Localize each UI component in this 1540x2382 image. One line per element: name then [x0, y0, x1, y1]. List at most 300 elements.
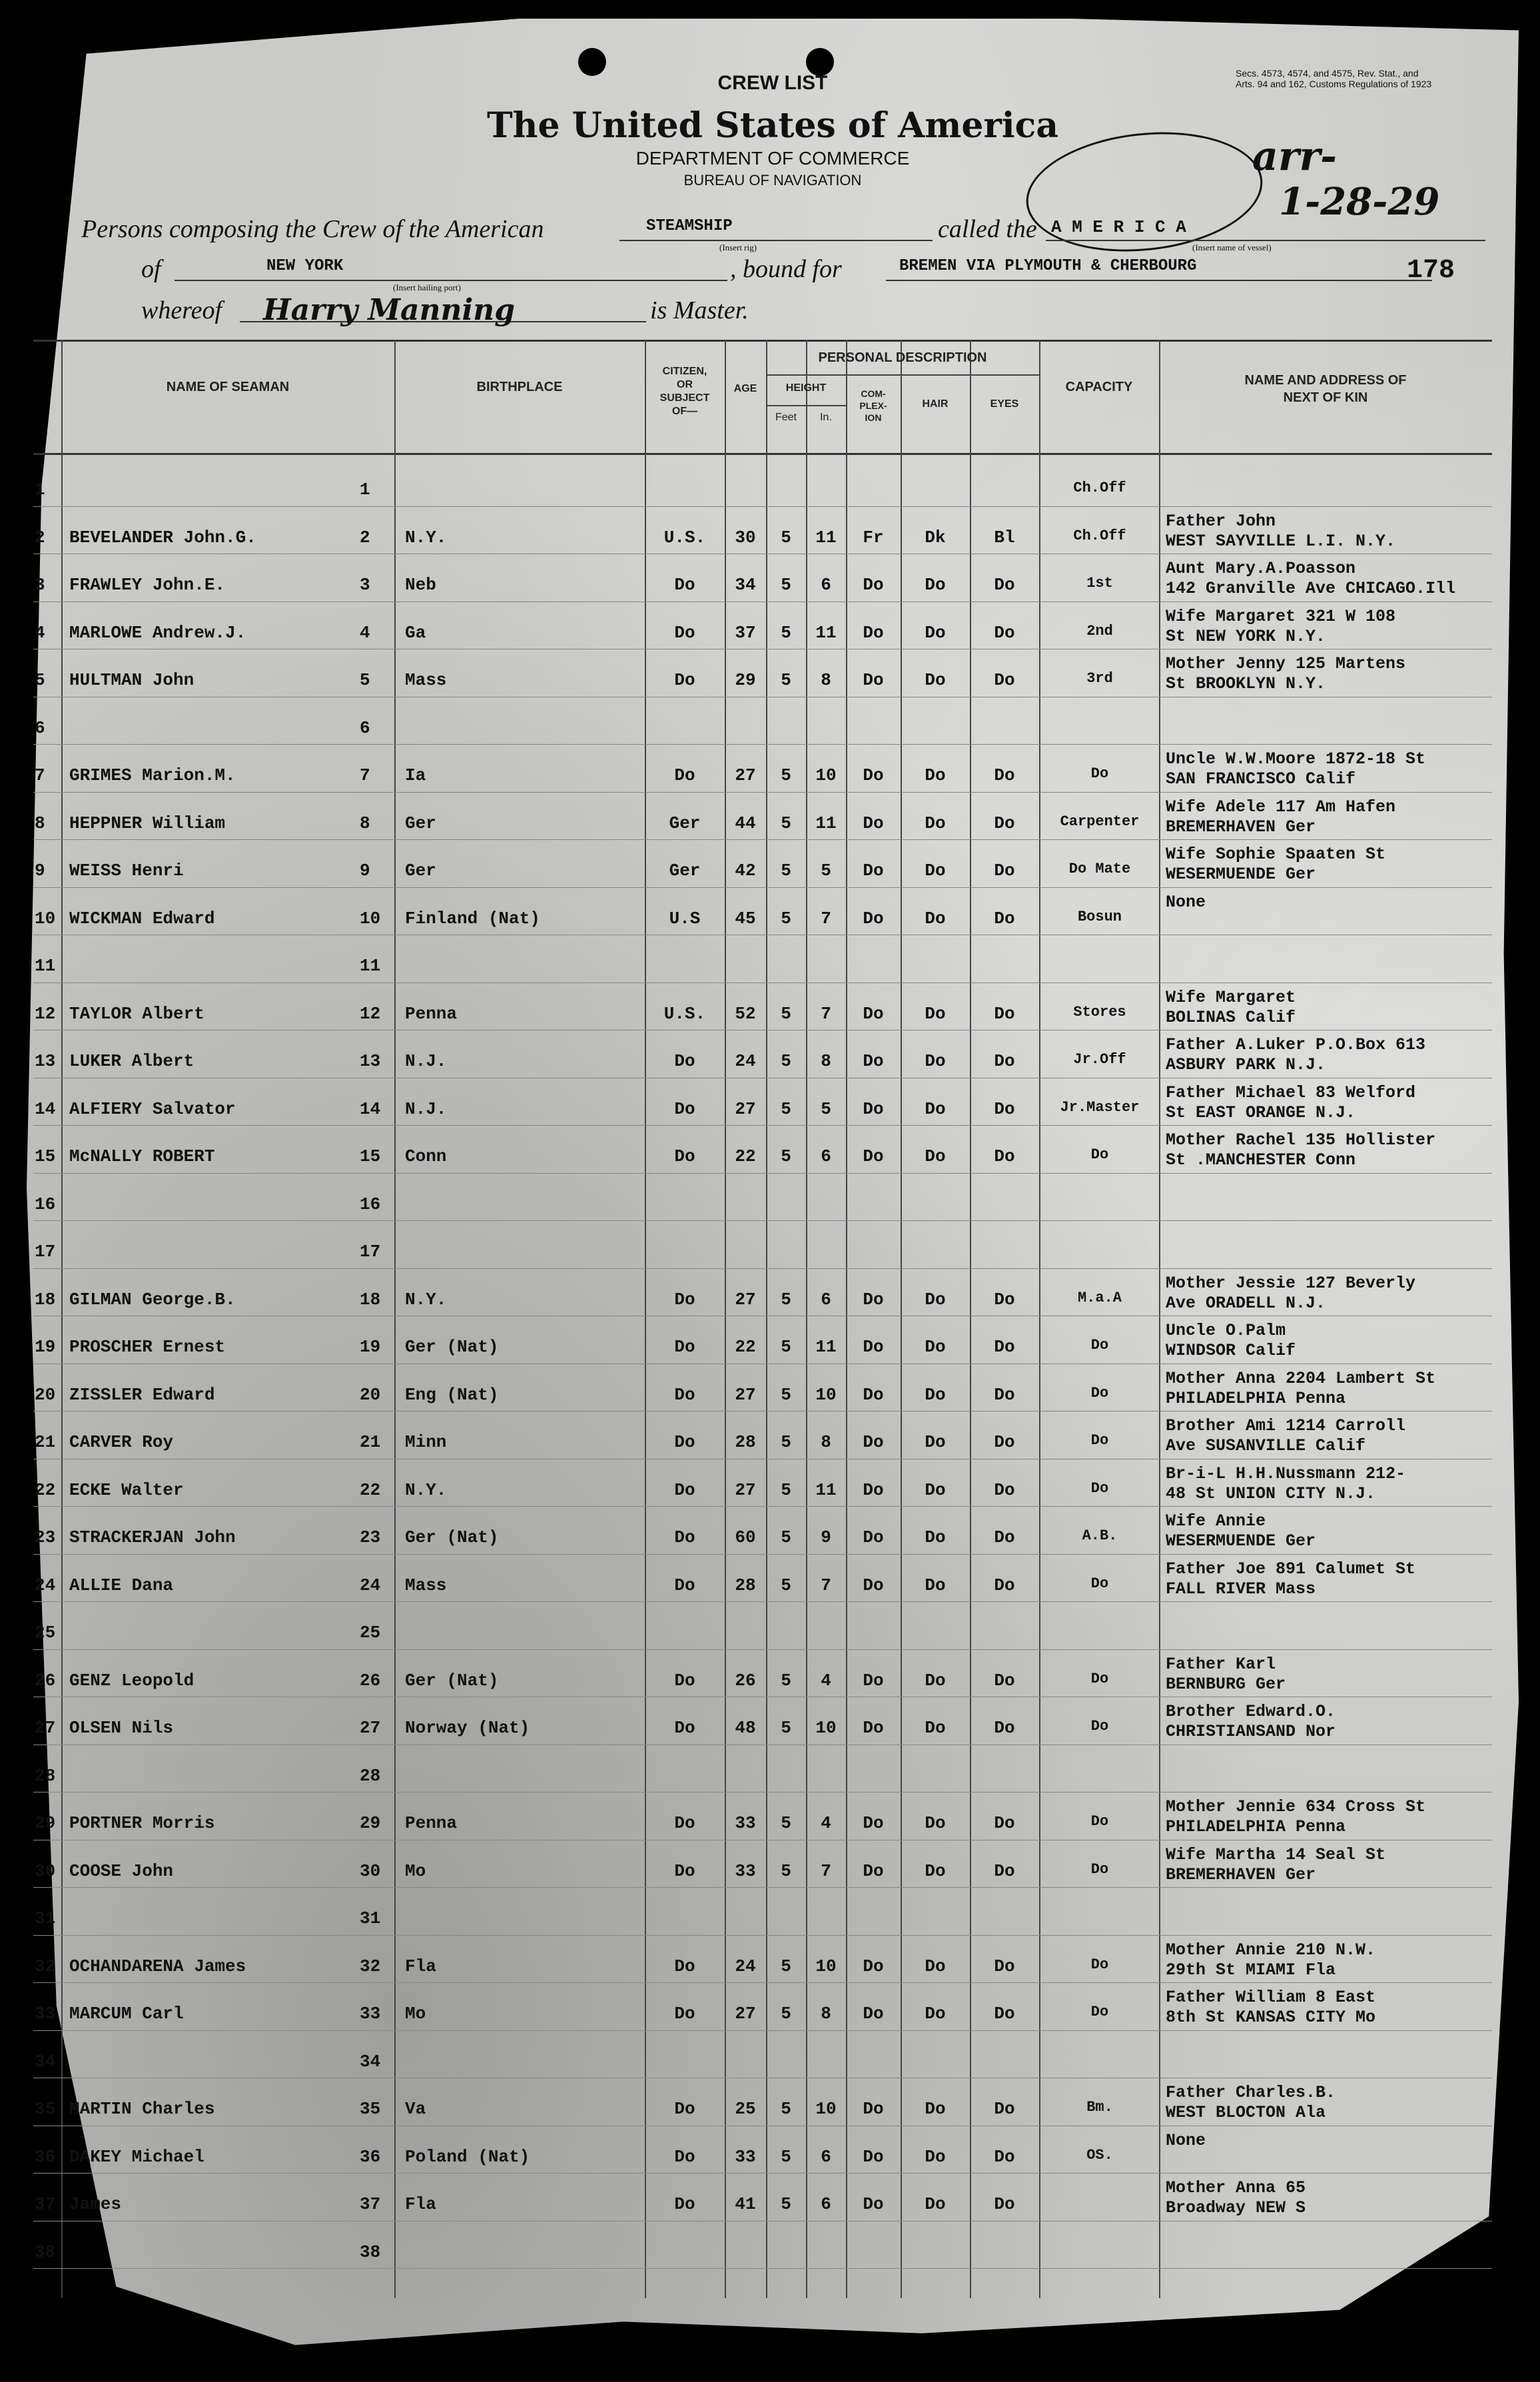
- citizenship: Do: [674, 765, 695, 785]
- birthplace-line-number: 4: [360, 622, 370, 643]
- eyes: Do: [994, 1337, 1015, 1357]
- capacity: Do: [1090, 1813, 1109, 1830]
- next-of-kin-line: Br-i-L H.H.Nussmann 212-: [1166, 1463, 1406, 1483]
- birthplace: N.Y.: [405, 1479, 447, 1500]
- citizenship: Do: [674, 1479, 695, 1500]
- capacity: Jr.Off: [1073, 1051, 1126, 1068]
- seaman-name: COOSE John: [69, 1860, 174, 1881]
- hair: Do: [925, 575, 946, 595]
- height-inches: 6: [821, 2146, 831, 2167]
- age: 44: [735, 813, 756, 833]
- sub-header-rule: [766, 405, 846, 406]
- vessel-hint: (Insert name of vessel): [1192, 242, 1272, 252]
- sub-header-rule: [766, 374, 1039, 376]
- citizenship: Do: [674, 1956, 695, 1976]
- height-feet: 5: [781, 2099, 791, 2119]
- birthplace-line-number: 38: [360, 2241, 381, 2262]
- complexion: Do: [863, 1718, 884, 1738]
- next-of-kin-line: St BROOKLYN N.Y.: [1166, 674, 1326, 693]
- height-inches: 7: [821, 1575, 831, 1595]
- row-rule: [33, 1506, 1492, 1507]
- complexion: Do: [863, 1813, 884, 1833]
- row-number: 33: [35, 2004, 56, 2024]
- capacity: Ch.Off: [1073, 527, 1126, 544]
- next-of-kin-line: SAN FRANCISCO Calif: [1166, 769, 1356, 789]
- next-of-kin-line: Father A.Luker P.O.Box 613: [1166, 1035, 1426, 1054]
- height-feet: 5: [781, 813, 791, 833]
- citizenship: Do: [674, 2004, 695, 2024]
- birthplace-line-number: 2: [360, 527, 370, 548]
- eyes: Do: [994, 908, 1015, 929]
- citizenship: Do: [674, 670, 695, 690]
- next-of-kin-line: St .MANCHESTER Conn: [1166, 1150, 1356, 1170]
- citizenship: Ger: [669, 861, 701, 881]
- birthplace-line-number: 34: [360, 2051, 381, 2072]
- birthplace-line-number: 26: [360, 1670, 381, 1691]
- next-of-kin-line: ASBURY PARK N.J.: [1166, 1055, 1326, 1074]
- of-label: of: [141, 255, 161, 283]
- height-feet: 5: [781, 1860, 791, 1881]
- next-of-kin-line: Mother Annie 210 N.W.: [1166, 1940, 1376, 1960]
- col-personal-description: PERSONAL DESCRIPTION: [818, 350, 987, 365]
- hair: Do: [925, 2194, 946, 2214]
- row-number: 19: [35, 1337, 56, 1357]
- rig-value: STEAMSHIP: [646, 217, 733, 235]
- row-number: 17: [35, 1242, 56, 1262]
- height-inches: 11: [815, 1337, 837, 1357]
- form-title: CREW LIST: [717, 72, 828, 94]
- next-of-kin-line: Ave ORADELL N.J.: [1166, 1293, 1326, 1313]
- capacity: Do: [1090, 1956, 1109, 1973]
- col-height: HEIGHT: [785, 382, 827, 394]
- complexion: Do: [863, 1384, 884, 1405]
- height-inches: 6: [821, 2194, 831, 2214]
- next-of-kin-line: Father Michael 83 Welford: [1166, 1082, 1416, 1102]
- birthplace-line-number: 5: [360, 670, 370, 690]
- age: 22: [735, 1337, 756, 1357]
- col-citizen-line: SUBJECT: [659, 392, 710, 404]
- next-of-kin-line: WEST BLOCTON Ala: [1166, 2103, 1326, 2122]
- hair: Do: [925, 2099, 946, 2119]
- birthplace: Mass: [405, 670, 447, 690]
- capacity: 3rd: [1086, 670, 1113, 687]
- complexion: Do: [863, 670, 884, 690]
- capacity: Do: [1090, 1670, 1109, 1687]
- next-of-kin-line: Uncle W.W.Moore 1872-18 St: [1166, 749, 1426, 769]
- column-rule: [1159, 340, 1160, 2298]
- next-of-kin-line: Father Joe 891 Calumet St: [1166, 1559, 1416, 1579]
- capacity: Do: [1090, 1337, 1109, 1354]
- birthplace: Mo: [405, 2004, 426, 2024]
- eyes: Do: [994, 1432, 1015, 1452]
- destination: BREMEN VIA PLYMOUTH & CHERBOURG: [899, 257, 1197, 275]
- next-of-kin-line: BREMERHAVEN Ger: [1166, 817, 1316, 837]
- citizenship: Do: [674, 1670, 695, 1691]
- row-rule: [33, 1601, 1492, 1602]
- row-number: 27: [35, 1718, 56, 1738]
- height-inches: 7: [821, 908, 831, 929]
- birthplace-line-number: 21: [360, 1432, 381, 1452]
- hair: Do: [925, 2004, 946, 2024]
- capacity: A.B.: [1082, 1527, 1118, 1544]
- height-feet: 5: [781, 1289, 791, 1310]
- height-feet: 5: [781, 1670, 791, 1691]
- seaman-name: ALLIE Dana: [69, 1575, 174, 1595]
- statute-note: [1236, 68, 1431, 89]
- birthplace: N.Y.: [405, 1289, 447, 1310]
- birthplace: Poland (Nat): [405, 2146, 530, 2167]
- age: 42: [735, 861, 756, 881]
- row-rule: [33, 1649, 1492, 1650]
- seaman-name: FRAWLEY John.E.: [69, 575, 226, 595]
- complexion: Do: [863, 765, 884, 785]
- birthplace-line-number: 16: [360, 1194, 381, 1214]
- age: 33: [735, 1813, 756, 1833]
- height-inches: 10: [815, 1718, 837, 1738]
- citizenship: Do: [674, 1432, 695, 1452]
- hair: Do: [925, 1289, 946, 1310]
- birthplace-line-number: 33: [360, 2004, 381, 2024]
- height-inches: 9: [821, 1527, 831, 1547]
- complexion: Do: [863, 1003, 884, 1024]
- height-inches: 11: [815, 527, 837, 548]
- row-number: 36: [35, 2146, 56, 2167]
- age: 48: [735, 1718, 756, 1738]
- seaman-name: McNALLY ROBERT: [69, 1146, 215, 1166]
- vessel-name: A M E R I C A: [1051, 217, 1186, 237]
- hair: Do: [925, 1051, 946, 1071]
- complexion: Do: [863, 1670, 884, 1691]
- birthplace: Ger (Nat): [405, 1337, 499, 1357]
- citizenship: Do: [674, 622, 695, 643]
- birthplace-line-number: 23: [360, 1527, 381, 1547]
- capacity: Do: [1090, 1146, 1109, 1163]
- age: 29: [735, 670, 756, 690]
- hailing-port: NEW YORK: [266, 257, 344, 275]
- birthplace-line-number: 22: [360, 1479, 381, 1500]
- row-rule: [33, 1887, 1492, 1888]
- seaman-name: STRACKERJAN John: [69, 1527, 236, 1547]
- hair: Do: [925, 1813, 946, 1833]
- eyes: Do: [994, 1670, 1015, 1691]
- birthplace-line-number: 6: [360, 717, 370, 738]
- next-of-kin-line: WEST SAYVILLE L.I. N.Y.: [1166, 531, 1396, 551]
- hair: Do: [925, 861, 946, 881]
- row-rule: [33, 839, 1492, 840]
- row-rule: [33, 1268, 1492, 1269]
- citizenship: Do: [674, 1813, 695, 1833]
- hair: Do: [925, 2146, 946, 2167]
- age: 33: [735, 2146, 756, 2167]
- birthplace: N.J.: [405, 1098, 447, 1119]
- next-of-kin-line: Wife Margaret: [1166, 987, 1296, 1007]
- eyes: Do: [994, 1003, 1015, 1024]
- hair: Do: [925, 622, 946, 643]
- capacity: Ch.Off: [1073, 480, 1126, 496]
- seaman-name: MARCUM Carl: [69, 2004, 184, 2024]
- complexion: Do: [863, 1337, 884, 1357]
- col-complexion-line: COM-: [861, 388, 886, 399]
- bound-for-label: , bound for: [730, 255, 842, 283]
- birthplace-line-number: 17: [360, 1242, 381, 1262]
- seaman-name: BEVELANDER John.G.: [69, 527, 256, 548]
- row-rule: [33, 1173, 1492, 1174]
- eyes: Do: [994, 1098, 1015, 1119]
- capacity: Jr.Master: [1060, 1098, 1140, 1116]
- capacity: Do: [1090, 2004, 1109, 2020]
- hair: Do: [925, 813, 946, 833]
- seaman-name: OLSEN Nils: [69, 1718, 174, 1738]
- eyes: Do: [994, 1146, 1015, 1166]
- hair: Do: [925, 670, 946, 690]
- col-birthplace: BIRTHPLACE: [476, 380, 563, 394]
- birthplace-line-number: 30: [360, 1860, 381, 1881]
- birthplace-line-number: 37: [360, 2194, 381, 2214]
- col-kin-line: NEXT OF KIN: [1283, 390, 1368, 405]
- eyes: Do: [994, 1718, 1015, 1738]
- seaman-name: PORTNER Morris: [69, 1813, 215, 1833]
- next-of-kin-line: Father John: [1166, 511, 1276, 531]
- eyes: Do: [994, 1527, 1015, 1547]
- next-of-kin-line: Brother Edward.O.: [1166, 1702, 1336, 1721]
- height-feet: 5: [781, 1479, 791, 1500]
- birthplace-line-number: 36: [360, 2146, 381, 2167]
- row-number: 2: [35, 527, 45, 548]
- hair: Do: [925, 1146, 946, 1166]
- seaman-name: OCHANDARENA James: [69, 1956, 246, 1976]
- hailing-hint: (Insert hailing port): [393, 282, 461, 292]
- age: 28: [735, 1575, 756, 1595]
- next-of-kin-line: CHRISTIANSAND Nor: [1166, 1722, 1336, 1741]
- capacity: OS.: [1086, 2146, 1113, 2164]
- height-feet: 5: [781, 765, 791, 785]
- next-of-kin-line: WESERMUENDE Ger: [1166, 865, 1316, 884]
- row-rule: [33, 2173, 1492, 2174]
- row-number: 21: [35, 1432, 56, 1452]
- birthplace-line-number: 19: [360, 1337, 381, 1357]
- citizenship: Do: [674, 2099, 695, 2119]
- birthplace-line-number: 27: [360, 1718, 381, 1738]
- statute-note-line: Secs. 4573, 4574, and 4575, Rev. Stat., and: [1236, 68, 1419, 79]
- complexion: Do: [863, 1051, 884, 1071]
- row-number: 10: [35, 908, 56, 929]
- row-rule: [33, 1220, 1492, 1221]
- birthplace-line-number: 24: [360, 1575, 381, 1595]
- birthplace: Penna: [405, 1003, 458, 1024]
- complexion: Do: [863, 1432, 884, 1452]
- citizenship: Do: [674, 2146, 695, 2167]
- height-inches: 8: [821, 1051, 831, 1071]
- age: 27: [735, 1479, 756, 1500]
- seaman-name: ZISSLER Edward: [69, 1384, 215, 1405]
- table-top-rule: [33, 340, 1492, 342]
- row-number: 22: [35, 1479, 56, 1500]
- next-of-kin-line: Mother Anna 65: [1166, 2178, 1306, 2197]
- age: 27: [735, 1289, 756, 1310]
- height-inches: 4: [821, 1813, 831, 1833]
- citizenship: U.S: [669, 908, 701, 929]
- height-inches: 5: [821, 1098, 831, 1119]
- row-number: 29: [35, 1813, 56, 1833]
- hair: Do: [925, 1670, 946, 1691]
- row-number: 23: [35, 1527, 56, 1547]
- rig-hint: (Insert rig): [719, 242, 757, 252]
- eyes: Do: [994, 575, 1015, 595]
- height-inches: 8: [821, 670, 831, 690]
- age: 30: [735, 527, 756, 548]
- birthplace: Ger (Nat): [405, 1670, 499, 1691]
- capacity: Stores: [1073, 1003, 1126, 1020]
- row-number: 18: [35, 1289, 56, 1310]
- citizenship: Do: [674, 1575, 695, 1595]
- row-number: 28: [35, 1765, 56, 1786]
- complexion: Do: [863, 1956, 884, 1976]
- height-inches: 10: [815, 2099, 837, 2119]
- height-feet: 5: [781, 1003, 791, 1024]
- next-of-kin-line: Aunt Mary.A.Poasson: [1166, 559, 1356, 578]
- seaman-name: CARVER Roy: [69, 1432, 174, 1452]
- citizenship: Do: [674, 2194, 695, 2214]
- height-feet: 5: [781, 2146, 791, 2167]
- birthplace: Conn: [405, 1146, 447, 1166]
- age: 24: [735, 1051, 756, 1071]
- col-age: AGE: [733, 383, 757, 394]
- row-number: 25: [35, 1623, 56, 1643]
- eyes: Do: [994, 2194, 1015, 2214]
- next-of-kin-line: WINDSOR Calif: [1166, 1341, 1296, 1360]
- next-of-kin-line: Father William 8 East: [1166, 1988, 1376, 2007]
- eyes: Do: [994, 861, 1015, 881]
- seaman-name: PROSCHER Ernest: [69, 1337, 226, 1357]
- seaman-name: WICKMAN Edward: [69, 908, 215, 929]
- complexion: Do: [863, 2004, 884, 2024]
- birthplace-line-number: 18: [360, 1289, 381, 1310]
- row-number: 24: [35, 1575, 56, 1595]
- complexion: Do: [863, 1527, 884, 1547]
- complexion: Do: [863, 813, 884, 833]
- col-complexion-line: ION: [865, 412, 882, 423]
- row-rule: [33, 601, 1492, 602]
- col-feet: Feet: [775, 412, 797, 423]
- next-of-kin-line: Father Charles.B.: [1166, 2083, 1336, 2102]
- next-of-kin-line: 29th St MIAMI Fla: [1166, 1960, 1336, 1980]
- height-feet: 5: [781, 1051, 791, 1071]
- next-of-kin-line: Mother Jenny 125 Martens: [1166, 654, 1406, 673]
- citizenship: Do: [674, 1051, 695, 1071]
- birthplace-line-number: 12: [360, 1003, 381, 1024]
- age: 27: [735, 1098, 756, 1119]
- row-number: 9: [35, 861, 45, 881]
- next-of-kin-line: BOLINAS Calif: [1166, 1007, 1296, 1027]
- birthplace-line-number: 29: [360, 1813, 381, 1833]
- row-rule: [33, 744, 1492, 745]
- height-feet: 5: [781, 1432, 791, 1452]
- seaman-name: GRIMES Marion.M.: [69, 765, 236, 785]
- height-feet: 5: [781, 2194, 791, 2214]
- row-number: 34: [35, 2051, 56, 2072]
- age: 25: [735, 2099, 756, 2119]
- next-of-kin-line: Wife Martha 14 Seal St: [1166, 1844, 1386, 1864]
- row-rule: [33, 792, 1492, 793]
- height-inches: 5: [821, 861, 831, 881]
- eyes: Do: [994, 765, 1015, 785]
- birthplace: Mass: [405, 1575, 447, 1595]
- complexion: Do: [863, 861, 884, 881]
- next-of-kin-line: WESERMUENDE Ger: [1166, 1531, 1316, 1551]
- eyes: Do: [994, 2004, 1015, 2024]
- next-of-kin-line: Father Karl: [1166, 1654, 1276, 1674]
- birthplace: Fla: [405, 1956, 436, 1976]
- arrival-date: 1-28-29: [1279, 180, 1440, 224]
- row-rule: [33, 1554, 1492, 1555]
- height-feet: 5: [781, 622, 791, 643]
- called-the-label: called the: [938, 215, 1037, 243]
- age: 24: [735, 1956, 756, 1976]
- height-inches: 6: [821, 575, 831, 595]
- row-number: 35: [35, 2099, 56, 2119]
- capacity: Do: [1090, 1860, 1109, 1878]
- capacity: Do: [1090, 1479, 1109, 1497]
- complexion: Fr: [863, 527, 884, 548]
- whereof-label: whereof: [141, 296, 222, 324]
- birthplace-line-number: 14: [360, 1098, 381, 1119]
- birthplace-line-number: 3: [360, 575, 370, 595]
- capacity: Do Mate: [1068, 861, 1131, 877]
- row-number: 7: [35, 765, 45, 785]
- department: DEPARTMENT OF COMMERCE: [635, 148, 910, 169]
- col-next-of-kin: [1159, 372, 1492, 406]
- next-of-kin-line: BERNBURG Ger: [1166, 1674, 1286, 1694]
- capacity: Do: [1090, 1718, 1109, 1735]
- age: 34: [735, 575, 756, 595]
- seaman-name: ECKE Walter: [69, 1479, 184, 1500]
- row-rule: [33, 1935, 1492, 1936]
- next-of-kin-line: 8th St KANSAS CITY Mo: [1166, 2008, 1376, 2027]
- complexion: Do: [863, 1479, 884, 1500]
- complexion: Do: [863, 1289, 884, 1310]
- complexion: Do: [863, 2194, 884, 2214]
- row-number: 38: [35, 2241, 56, 2262]
- master-name: Harry Manning: [263, 293, 515, 327]
- complexion: Do: [863, 1146, 884, 1166]
- hair: Do: [925, 1432, 946, 1452]
- eyes: Bl: [994, 527, 1015, 548]
- seaman-name: ALFIERY Salvator: [69, 1098, 236, 1119]
- citizenship: U.S.: [663, 1003, 706, 1024]
- birthplace: Finland (Nat): [405, 908, 540, 929]
- height-inches: 6: [821, 1146, 831, 1166]
- row-number: 26: [35, 1670, 56, 1691]
- eyes: Do: [994, 1813, 1015, 1833]
- height-feet: 5: [781, 1384, 791, 1405]
- next-of-kin-line: Uncle O.Palm: [1166, 1321, 1286, 1340]
- eyes: Do: [994, 1860, 1015, 1881]
- birthplace-line-number: 9: [360, 861, 370, 881]
- col-name-of-seaman: NAME OF SEAMAN: [166, 380, 290, 394]
- height-feet: 5: [781, 1813, 791, 1833]
- age: 27: [735, 765, 756, 785]
- eyes: Do: [994, 670, 1015, 690]
- col-hair: HAIR: [922, 398, 949, 410]
- height-feet: 5: [781, 1956, 791, 1976]
- birthplace: Norway (Nat): [405, 1718, 530, 1738]
- birthplace: Ger (Nat): [405, 1527, 499, 1547]
- complexion: Do: [863, 622, 884, 643]
- age: 52: [735, 1003, 756, 1024]
- height-inches: 8: [821, 2004, 831, 2024]
- seaman-name: LUKER Albert: [69, 1051, 194, 1071]
- next-of-kin-line: None: [1166, 2130, 1206, 2150]
